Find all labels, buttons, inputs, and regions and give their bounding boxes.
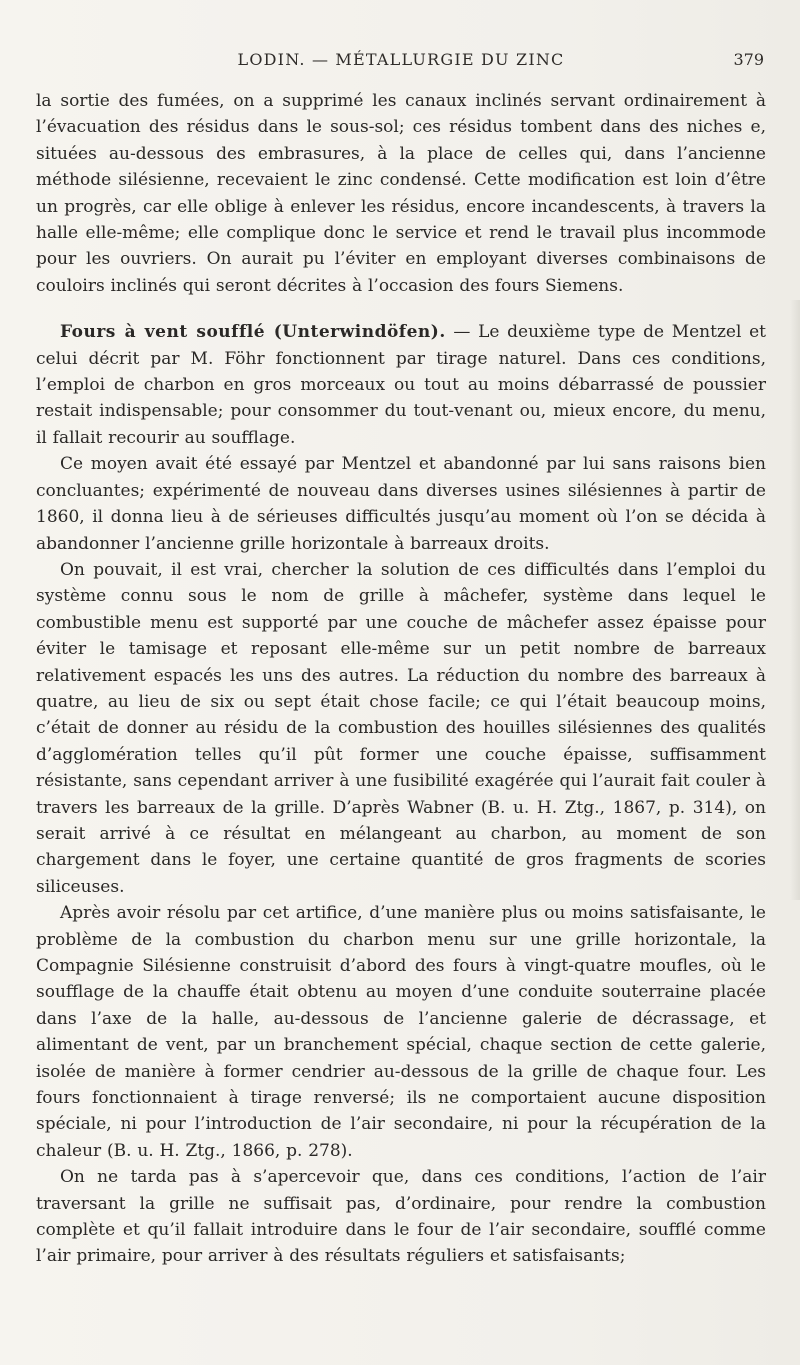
page-number: 379: [733, 50, 764, 69]
body-text: [36, 88, 766, 1270]
paragraph-2-text: — Le deuxième type de Mentzel et celui décrit par M. Föhr fonctionnent par tirage naturel. Dans ces conditions, l’emploi de charbon en gros morceaux ou tout au moins débarrassé de poussier restait indispensable; pour consommer du tout-venant ou, mieux encore, du menu, il fallait recourir au soufflage.: [36, 322, 766, 448]
paragraph-4: On pouvait, il est vrai, chercher la solution de ces difficultés dans l’emploi du système connu sous le nom de grille à mâchefer, système dans lequel le combustible menu est supporté par une couche de mâchefer assez épaisse pour éviter le tamisage et reposant elle-même sur un petit nombre de barreaux relativement espacés les uns des autres. La réduction du nombre des barreaux à quatre, au lieu de six ou sept était chose facile; ce qui l’était beaucoup moins, c’était de donner au résidu de la combustion des houilles silésiennes des qualités d’agglomération telles qu’il pût former une couche épaisse, suffisamment résistante, sans cependant arriver à une fusibilité exagérée qui l’aurait fait couler à travers les barreaux de la grille. D’après Wabner (B. u. H. Ztg., 1867, p. 314), on serait arrivé à ce résultat en mélangeant au charbon, au moment de son chargement dans le foyer, une certaine quantité de gros fragments de scories siliceuses.: [36, 559, 766, 897]
running-title: LODIN. — MÉTALLURGIE DU ZINC: [237, 50, 565, 69]
running-header: [36, 50, 766, 74]
paragraph-3: Ce moyen avait été essayé par Mentzel et abandonné par lui sans raisons bien concluantes; expérimenté de nouveau dans diverses usines silésiennes à partir de 1860, il donna lieu à de sérieuses difficultés jusqu’au moment où l’on se décida à abandonner l’ancienne grille horizontale à barreaux droits.: [36, 454, 766, 554]
paragraph-6: On ne tarda pas à s’apercevoir que, dans ces conditions, l’action de l’air traversant la grille ne suffisait pas, d’ordinaire, pour rendre la combustion complète et qu’il fallait introduire dans le four de l’air secondaire, soufflé comme l’air primaire, pour arriver à des résultats réguliers et satisfaisants;: [36, 1167, 766, 1267]
section-heading: Fours à vent soufflé (Unterwindöfen).: [60, 322, 446, 343]
page-edge-shadow: [790, 300, 800, 900]
paragraph-5: Après avoir résolu par cet artifice, d’une manière plus ou moins satisfaisante, le problème de la combustion du charbon menu sur une grille horizontale, la Compagnie Silésienne construisit d’abord des fours à vingt-quatre moufles, où le soufflage de la chauffe était obtenu au moyen d’une conduite souterraine placée dans l’axe de la halle, au-dessous de l’ancienne galerie de décrassage, et alimentant de vent, par un branchement spécial, chaque section de cette galerie, isolée de manière à former cendrier au-dessous de la grille de chaque four. Les fours fonctionnaient à tirage renversé; ils ne comportaient aucune disposition spéciale, ni pour l’introduction de l’air secondaire, ni pour la récupération de la chaleur (B. u. H. Ztg., 1866, p. 278).: [36, 903, 766, 1161]
paragraph-1: la sortie des fumées, on a supprimé les canaux inclinés servant ordinairement à l’évacuation des résidus dans le sous-sol; ces résidus tombent dans des niches e, situées au-dessous des embrasures, à la place de celles qui, dans l’ancienne méthode silésienne, recevaient le zinc condensé. Cette modification est loin d’être un progrès, car elle oblige à enlever les résidus, encore incandescents, à travers la halle elle-même; elle complique donc le service et rend le travail plus incommode pour les ouvriers. On aurait pu l’éviter en employant diverses combinaisons de couloirs inclinés qui seront décrites à l’occasion des fours Siemens.: [36, 91, 766, 296]
paragraph-2: [36, 319, 766, 451]
